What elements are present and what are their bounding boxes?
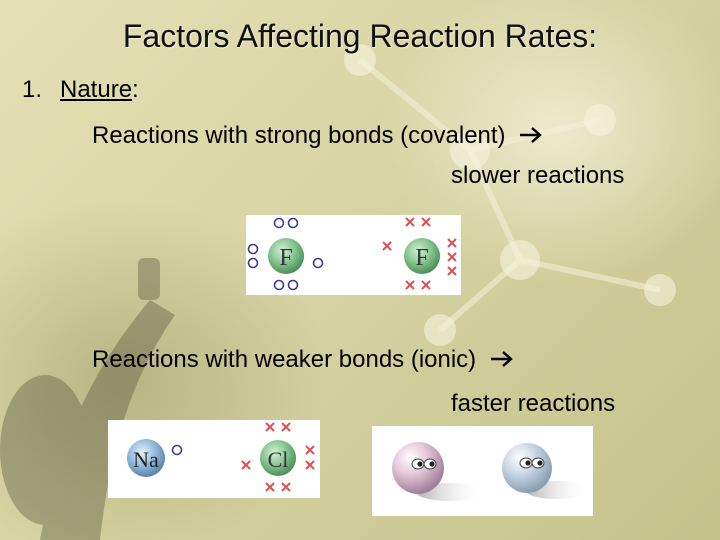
- fluorine-symbol-left: F: [279, 245, 293, 271]
- list-label-colon: :: [132, 76, 139, 103]
- ionic-line: [92, 346, 515, 374]
- covalent-line: [92, 122, 544, 150]
- ionic-text: Reactions with weaker bonds (ionic): [92, 346, 477, 373]
- chlorine-symbol: Cl: [267, 447, 289, 472]
- sodium-electron: [173, 446, 182, 455]
- list-number: 1.: [22, 76, 43, 103]
- right-arrow-icon: [518, 125, 544, 145]
- sodium-chloride-lewis-diagram: [108, 420, 320, 498]
- fluorine-lewis-diagram: [246, 215, 461, 295]
- slower-reactions-text: slower reactions: [451, 162, 625, 189]
- right-arrow-icon: [489, 349, 515, 369]
- slide-title: Factors Affecting Reaction Rates:: [122, 18, 598, 54]
- sodium-symbol: Na: [133, 447, 159, 472]
- ion-spheres-illustration: [372, 426, 593, 516]
- fluorine-symbol-right: F: [415, 245, 429, 271]
- list-label: Nature: [60, 76, 133, 103]
- list-item-nature: [22, 76, 139, 104]
- faster-reactions-text: faster reactions: [451, 390, 616, 417]
- covalent-text: Reactions with strong bonds (covalent): [92, 122, 506, 149]
